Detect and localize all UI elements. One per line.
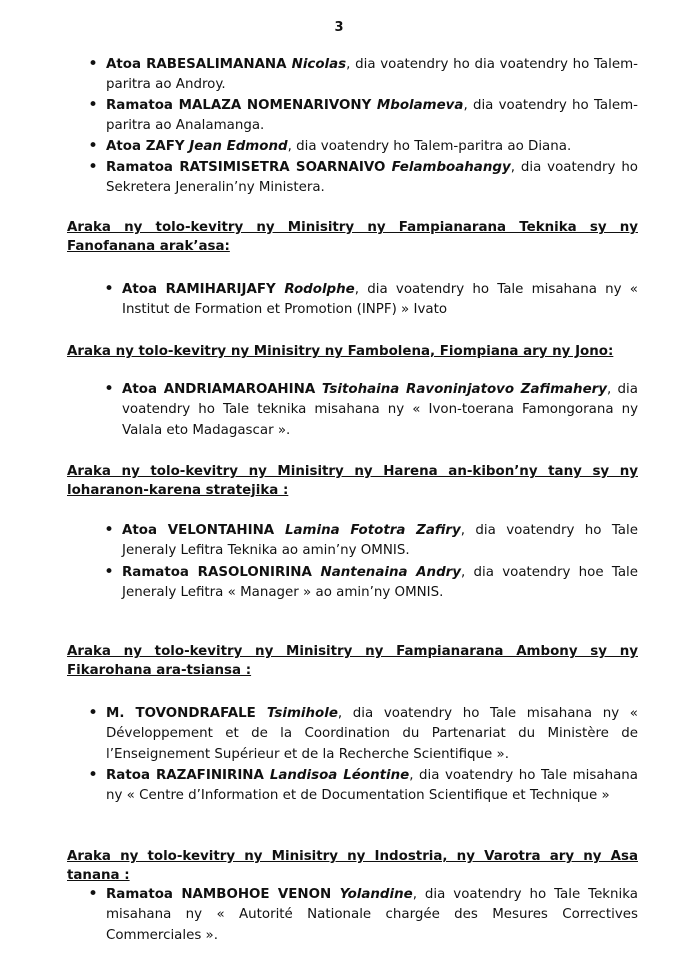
bullet-icon: •	[88, 765, 99, 785]
appointment-description: , dia voatendry ho Talem-paritra ao Diana.	[287, 139, 572, 154]
appointment-description: , dia voatendry ho Sekretera Jeneralin’ny Ministera.	[106, 160, 639, 196]
appointee-surname: RAZAFINIRINA	[155, 768, 264, 783]
appointment-text	[106, 137, 638, 157]
appointee-title: Atoa	[122, 382, 158, 397]
appointee-surname: RASOLONIRINA	[197, 565, 312, 580]
appointee-given-name: Nantenaina Andry	[320, 565, 461, 580]
appointment-text	[106, 55, 638, 96]
appointee-title: M.	[106, 706, 125, 721]
appointee-title: Atoa	[106, 57, 142, 72]
appointee-given-name: Rodolphe	[284, 282, 355, 297]
appointee-name	[122, 382, 607, 397]
appointment-description: , dia voatendry ho Tale teknika misahana ny « Ivon-toerana Famongorana ny Valala eto Madagascar ».	[122, 382, 638, 438]
appointee-title: Ramatoa	[106, 98, 173, 113]
appointee-given-name: Mbolameva	[376, 98, 464, 113]
appointment-text	[106, 704, 638, 765]
appointee-title: Ramatoa	[106, 887, 173, 902]
appointee-name	[106, 768, 409, 783]
bullet-icon: •	[104, 279, 115, 299]
appointee-given-name: Tsitohaina Ravoninjatovo Zafimahery	[321, 382, 607, 397]
appointment-text	[122, 280, 638, 321]
section-heading: Araka ny tolo-kevitry ny Minisitry ny Harena an-kibon’ny tany sy ny loharanon-karena stratejika :	[67, 464, 638, 498]
appointee-surname: TOVONDRAFALE	[135, 706, 256, 721]
bullet-icon: •	[104, 520, 115, 540]
bullet-icon: •	[88, 136, 99, 156]
appointee-name	[122, 523, 461, 538]
appointee-surname: RAMIHARIJAFY	[165, 282, 276, 297]
appointee-title: Atoa	[122, 523, 158, 538]
list-item	[0, 704, 678, 765]
appointee-surname: ZAFY	[145, 139, 185, 154]
section-heading: Araka ny tolo-kevitry ny Minisitry ny Fampianarana Teknika sy ny Fanofanana arak’asa:	[67, 220, 638, 254]
appointee-given-name: Tsimihole	[266, 706, 338, 721]
section-heading: Araka ny tolo-kevitry ny Minisitry ny Fampianarana Ambony sy ny Fikarohana ara-tsiansa :	[67, 644, 638, 678]
appointee-name	[106, 57, 346, 72]
appointee-given-name: Yolandine	[339, 887, 413, 902]
page-number: 3	[334, 20, 344, 35]
appointment-description: , dia voatendry ho Talem-paritra ao Analamanga.	[106, 98, 638, 134]
appointee-title: Ramatoa	[122, 565, 189, 580]
bullet-icon: •	[88, 157, 99, 177]
bullet-icon: •	[88, 95, 99, 115]
list-item	[0, 380, 678, 441]
appointment-description: , dia voatendry ho Tale misahana ny « Centre d’Information et de Documentation Scientifique et Technique »	[106, 768, 638, 804]
appointee-name	[106, 98, 463, 113]
section-heading: Araka ny tolo-kevitry ny Minisitry ny Indostria, ny Varotra ary ny Asa tanana :	[67, 849, 638, 883]
appointment-text	[122, 521, 638, 562]
appointee-title: Ramatoa	[106, 160, 173, 175]
bullet-icon: •	[88, 703, 99, 723]
appointment-description: , dia voatendry hoe Tale Jeneraly Lefitra « Manager » ao amin’ny OMNIS.	[122, 565, 638, 601]
appointment-description: , dia voatendry ho Tale misahana ny « Institut de Formation et Promotion (INPF) » Ivato	[122, 282, 638, 318]
appointee-name	[106, 139, 288, 154]
appointment-text	[106, 766, 638, 807]
appointee-surname: RATSIMISETRA SOARNAIVO	[179, 160, 386, 175]
appointee-name	[122, 565, 461, 580]
bullet-icon: •	[88, 54, 99, 74]
appointee-given-name: Felamboahangy	[391, 160, 511, 175]
appointment-description: , dia voatendry ho dia voatendry ho Talem-paritra ao Androy.	[106, 57, 638, 93]
list-item	[0, 55, 678, 96]
appointee-name	[106, 887, 413, 902]
appointee-given-name: Landisoa Léontine	[269, 768, 410, 783]
bullet-icon: •	[104, 379, 115, 399]
bullet-icon: •	[88, 884, 99, 904]
appointee-name	[106, 160, 511, 175]
appointee-surname: VELONTAHINA	[167, 523, 275, 538]
list-item	[0, 96, 678, 137]
list-item	[0, 137, 678, 157]
list-item	[0, 885, 678, 946]
section-heading: Araka ny tolo-kevitry ny Minisitry ny Fambolena, Fiompiana ary ny Jono:	[67, 344, 614, 359]
appointee-title: Ratoa	[106, 768, 150, 783]
appointee-surname: NAMBOHOE VENON	[181, 887, 332, 902]
appointee-surname: MALAZA NOMENARIVONY	[178, 98, 372, 113]
appointment-text	[106, 885, 638, 946]
appointment-description: , dia voatendry ho Tale Jeneraly Lefitra Teknika ao amin’ny OMNIS.	[122, 523, 638, 559]
list-item	[0, 766, 678, 807]
appointee-given-name: Jean Edmond	[189, 139, 288, 154]
list-item	[0, 158, 678, 199]
list-item	[0, 280, 678, 321]
appointee-name	[106, 706, 338, 721]
bullet-icon: •	[104, 562, 115, 582]
appointee-given-name: Nicolas	[291, 57, 347, 72]
appointment-description: , dia voatendry ho Tale misahana ny « Développement et de la Coordination du Partenariat du Ministère de l’Enseignement Supérieur et de la Recherche Scientifique ».	[106, 706, 638, 762]
appointee-title: Atoa	[106, 139, 142, 154]
list-item	[0, 563, 678, 604]
appointee-title: Atoa	[122, 282, 158, 297]
appointment-text	[122, 563, 638, 604]
appointment-description: , dia voatendry ho Tale Teknika misahana ny « Autorité Nationale chargée des Mesures Correctives Commerciales ».	[106, 887, 638, 943]
appointee-surname: RABESALIMANANA	[146, 57, 287, 72]
appointee-given-name: Lamina Fototra Zafiry	[284, 523, 461, 538]
appointee-surname: ANDRIAMAROAHINA	[163, 382, 316, 397]
appointment-text	[106, 158, 638, 199]
appointment-text	[122, 380, 638, 441]
appointee-name	[122, 282, 355, 297]
appointment-text	[106, 96, 638, 137]
list-item	[0, 521, 678, 562]
